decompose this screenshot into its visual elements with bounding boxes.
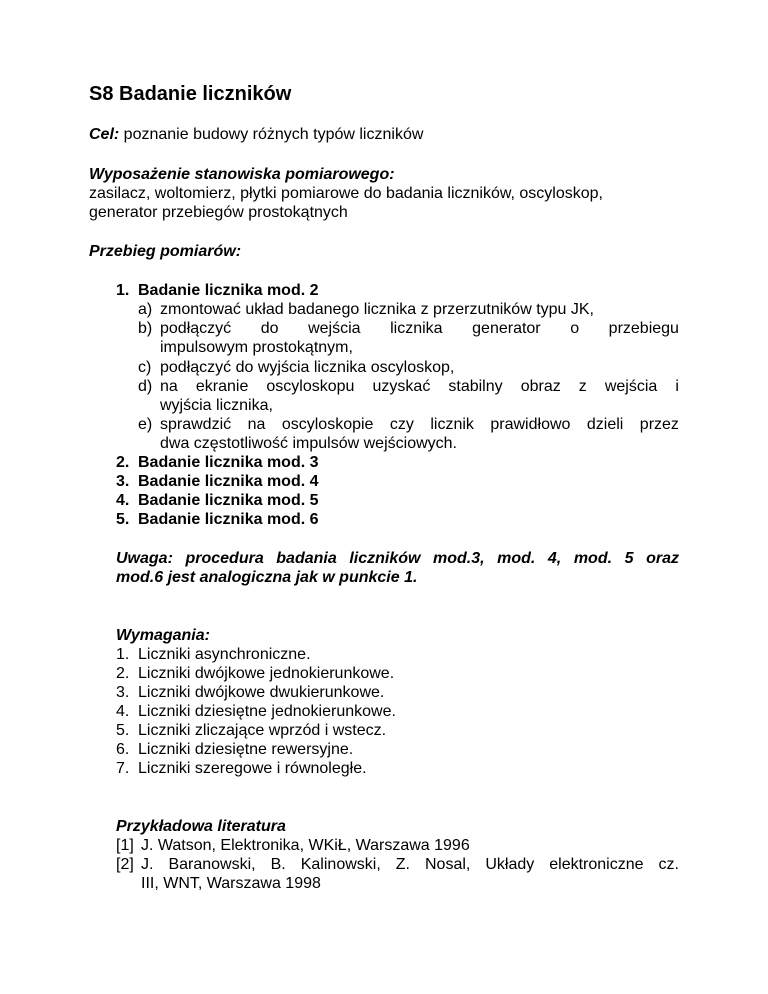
procedure-item-title: Badanie licznika mod. 2 bbox=[138, 282, 319, 299]
requirement-text: Liczniki dwójkowe dwukierunkowe. bbox=[138, 684, 385, 701]
subitem-text: impulsowym prostokątnym, bbox=[160, 339, 353, 356]
procedure-heading: Przebieg pomiarów: bbox=[89, 243, 242, 260]
requirement-number: 2. bbox=[116, 665, 130, 682]
word: mod.3, bbox=[433, 550, 485, 567]
requirement-text: Liczniki szeregowe i równoległe. bbox=[138, 760, 367, 777]
word: obraz bbox=[520, 378, 561, 395]
requirement-text: Liczniki dziesiętne jednokierunkowe. bbox=[138, 703, 396, 720]
equipment-line-2: generator przebiegów prostokątnych bbox=[89, 204, 348, 221]
word: uzyskać bbox=[372, 378, 431, 395]
subitem-text-justified bbox=[160, 319, 679, 338]
word: oscyloskopie bbox=[281, 416, 374, 433]
word: podłączyć bbox=[160, 320, 232, 337]
word: badania bbox=[276, 550, 337, 567]
word: przez bbox=[639, 416, 679, 433]
requirement-text: Liczniki dziesiętne rewersyjne. bbox=[138, 741, 354, 758]
reference-text: III, WNT, Warszawa 1998 bbox=[141, 875, 321, 892]
subitem-text-justified bbox=[160, 415, 679, 434]
word: 4, bbox=[547, 550, 562, 567]
subitem-letter: b) bbox=[138, 320, 153, 337]
subitem-letter: c) bbox=[138, 359, 152, 376]
word: 5 bbox=[624, 550, 634, 567]
word: Z. bbox=[395, 856, 410, 873]
subitem-letter: e) bbox=[138, 416, 153, 433]
procedure-item-title: Badanie licznika mod. 5 bbox=[138, 492, 319, 509]
word: ekranie bbox=[195, 378, 249, 395]
requirement-number: 1. bbox=[116, 646, 130, 663]
procedure-item-title: Badanie licznika mod. 6 bbox=[138, 511, 319, 528]
requirement-number: 5. bbox=[116, 722, 130, 739]
word: na bbox=[160, 378, 178, 395]
word: z bbox=[578, 378, 587, 395]
word: sprawdzić bbox=[160, 416, 232, 433]
procedure-item-number: 5. bbox=[116, 511, 130, 528]
requirement-number: 3. bbox=[116, 684, 130, 701]
word: generator bbox=[472, 320, 541, 337]
word: wejścia bbox=[604, 378, 658, 395]
word: elektroniczne bbox=[549, 856, 644, 873]
procedure-item-number: 3. bbox=[116, 473, 130, 490]
subitem-text-justified bbox=[160, 377, 679, 396]
word: Kalinowski, bbox=[300, 856, 381, 873]
subitem-text: wyjścia licznika, bbox=[160, 397, 273, 414]
goal-text: poznanie budowy różnych typów liczników bbox=[119, 126, 424, 143]
equipment-heading: Wyposażenie stanowiska pomiarowego: bbox=[89, 166, 395, 183]
word: Baranowski, bbox=[168, 856, 256, 873]
subitem-text: dwa częstotliwość impulsów wejściowych. bbox=[160, 435, 457, 452]
subitem-text: podłączyć do wyjścia licznika oscyloskop, bbox=[160, 359, 455, 376]
requirement-text: Liczniki zliczające wprzód i wstecz. bbox=[138, 722, 387, 739]
requirement-number: 7. bbox=[116, 760, 130, 777]
word: cz. bbox=[658, 856, 679, 873]
page-title: S8 Badanie liczników bbox=[89, 83, 292, 105]
subitem-letter: d) bbox=[138, 378, 153, 395]
word: licznika bbox=[390, 320, 443, 337]
word: oraz bbox=[646, 550, 679, 567]
reference-number: [2] bbox=[116, 856, 134, 873]
word: wejścia bbox=[308, 320, 361, 337]
procedure-item-number: 2. bbox=[116, 454, 130, 471]
word: o bbox=[570, 320, 580, 337]
note-line-2: mod.6 jest analogiczna jak w punkcie 1. bbox=[116, 569, 418, 586]
word: na bbox=[247, 416, 266, 433]
subitem-text: zmontować układ badanego licznika z przerzutników typu JK, bbox=[160, 301, 594, 318]
reference-text: J. Watson, Elektronika, WKiŁ, Warszawa 1996 bbox=[141, 837, 470, 854]
procedure-item-number: 4. bbox=[116, 492, 130, 509]
literature-heading: Przykładowa literatura bbox=[116, 818, 286, 835]
word: Nosal, bbox=[424, 856, 471, 873]
word: oscyloskopu bbox=[266, 378, 355, 395]
requirement-number: 6. bbox=[116, 741, 130, 758]
note-line-1 bbox=[116, 549, 679, 568]
procedure-item-title: Badanie licznika mod. 4 bbox=[138, 473, 319, 490]
word: czy bbox=[389, 416, 414, 433]
requirement-number: 4. bbox=[116, 703, 130, 720]
word: liczników bbox=[349, 550, 421, 567]
word: procedura bbox=[185, 550, 264, 567]
word: licznik bbox=[430, 416, 474, 433]
word: prawidłowo bbox=[490, 416, 571, 433]
word: dzieli bbox=[586, 416, 624, 433]
word: i bbox=[675, 378, 679, 395]
procedure-item-title: Badanie licznika mod. 3 bbox=[138, 454, 319, 471]
word: do bbox=[260, 320, 279, 337]
goal-paragraph bbox=[89, 125, 423, 144]
procedure-item-number: 1. bbox=[116, 282, 130, 299]
word: mod. bbox=[497, 550, 536, 567]
word: J. bbox=[141, 856, 154, 873]
word: Uwaga: bbox=[116, 550, 173, 567]
requirements-heading: Wymagania: bbox=[116, 627, 210, 644]
subitem-letter: a) bbox=[138, 301, 153, 318]
word: Układy bbox=[485, 856, 535, 873]
reference-text-justified bbox=[141, 855, 679, 874]
word: mod. bbox=[573, 550, 613, 567]
word: stabilny bbox=[448, 378, 503, 395]
requirement-text: Liczniki asynchroniczne. bbox=[138, 646, 311, 663]
equipment-line-1: zasilacz, woltomierz, płytki pomiarowe do badania liczników, oscyloskop, bbox=[89, 185, 603, 202]
goal-label: Cel: bbox=[89, 126, 120, 143]
word: przebiegu bbox=[608, 320, 679, 337]
requirement-text: Liczniki dwójkowe jednokierunkowe. bbox=[138, 665, 395, 682]
word: B. bbox=[270, 856, 286, 873]
reference-number: [1] bbox=[116, 837, 134, 854]
